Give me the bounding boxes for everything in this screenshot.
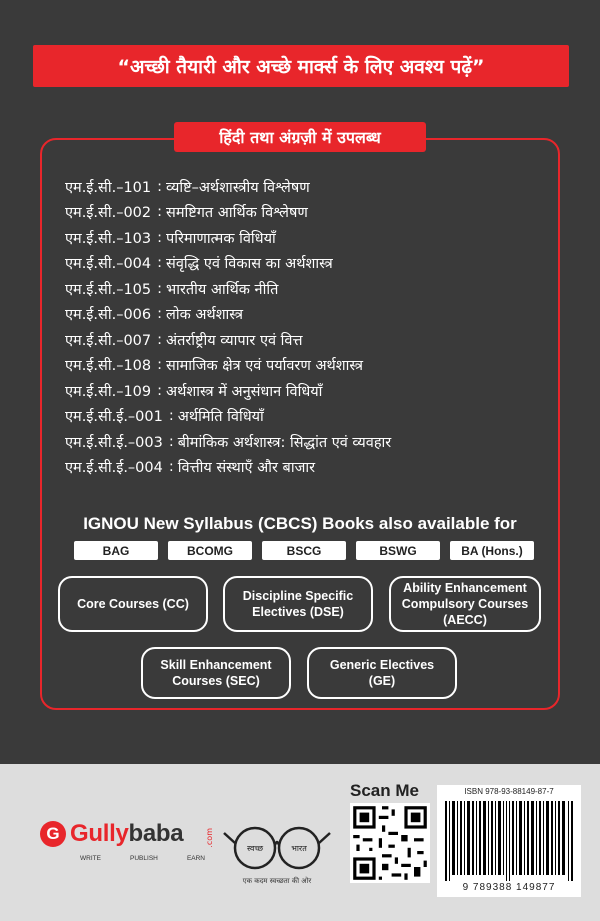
course-code: एम.ई.सी.–007 [65,332,152,349]
barcode-bars [443,801,575,881]
course-type-sec: Skill Enhancement Courses (SEC) [141,647,291,699]
program-tags [74,541,534,560]
gullybaba-logo [40,820,214,848]
course-item: एम.ई.सी.ई.–003 : बीमांकिक अर्थशास्त्र: सिद्धांत एवं व्यवहार [65,433,392,451]
course-code: एम.ई.सी.–004 [65,256,152,273]
course-title: अंतर्राष्ट्रीय व्यापार एवं वित्त [166,332,303,349]
course-item: एम.ई.सी.–109 : अर्थशास्त्र में अनुसंधान विधियाँ [65,382,323,400]
course-code: एम.ई.सी.–002 [65,205,152,222]
program-tag: BSWG [356,541,440,560]
course-item: एम.ई.सी.–105 : भारतीय आर्थिक नीति [65,280,279,298]
scan-me-label: Scan Me [350,781,419,800]
barcode-number: 9 789388 149877 [462,882,556,893]
course-item: एम.ई.सी.–007 : अंतर्राष्ट्रीय व्यापार एवं वित्त [65,331,303,349]
course-code: एम.ई.सी.–101 [65,179,152,196]
course-title: समष्टिगत आर्थिक विश्लेषण [166,205,308,222]
course-item: एम.ई.सी.–108 : सामाजिक क्षेत्र एवं पर्यावरण अर्थशास्त्र [65,357,364,375]
course-title: वित्तीय संस्थाएँ और बाजार [177,460,316,477]
course-code: एम.ई.सी.–105 [65,281,152,298]
course-code: एम.ई.सी.ई.–003 [65,434,163,451]
course-title: व्यष्टि–अर्थशास्त्रीय विश्लेषण [166,179,310,196]
course-title: अर्थमिति विधियाँ [177,409,264,426]
course-item: एम.ई.सी.–103 : परिमाणात्मक विधियाँ [65,229,276,247]
program-tag: BCOMG [168,541,252,560]
logo-domain: .com [205,828,214,848]
course-item: एम.ई.सी.–004 : संवृद्धि एवं विकास का अर्थशास्त्र [65,255,333,273]
course-title: अर्थशास्त्र में अनुसंधान विधियाँ [166,383,323,400]
course-type-ge: Generic Electives (GE) [307,647,457,699]
course-title: लोक अर्थशास्त्र [166,307,243,324]
course-title: परिमाणात्मक विधियाँ [166,230,276,247]
course-type-cc: Core Courses (CC) [58,576,208,632]
course-code: एम.ई.सी.–103 [65,230,152,247]
syllabus-title: IGNOU New Syllabus (CBCS) Books also available for [83,514,517,533]
swachh-slogan: एक कदम स्वच्छता की ओर [242,877,312,885]
swachh-right-text: भारत [291,844,307,853]
course-title: भारतीय आर्थिक नीति [166,281,279,298]
course-item: एम.ई.सी.–101 : व्यष्टि–अर्थशास्त्रीय विश्लेषण [65,178,310,196]
course-type-dse: Discipline Specific Electives (DSE) [223,576,373,632]
program-tag: BA (Hons.) [450,541,534,560]
course-item: एम.ई.सी.–002 : समष्टिगत आर्थिक विश्लेषण [65,204,308,222]
course-item: एम.ई.सी.–006 : लोक अर्थशास्त्र [65,306,243,324]
swachh-left-text: स्वच्छ [246,844,264,853]
course-title: सामाजिक क्षेत्र एवं पर्यावरण अर्थशास्त्र [166,358,364,375]
program-tag: BSCG [262,541,346,560]
logo-g-icon: G [40,821,66,847]
course-code: एम.ई.सी.–108 [65,358,152,375]
course-title: संवृद्धि एवं विकास का अर्थशास्त्र [166,256,333,273]
swachh-bharat-glasses-icon [222,815,332,875]
qr-code [350,803,430,883]
course-title: बीमांकिक अर्थशास्त्र: सिद्धांत एवं व्यवहार [177,434,392,451]
course-code: एम.ई.सी.–006 [65,307,152,324]
program-tag: BAG [74,541,158,560]
course-item: एम.ई.सी.ई.–004 : वित्तीय संस्थाएँ और बाजार [65,459,316,477]
logo-text-baba: baba [128,820,184,847]
tagline-banner: “अच्छी तैयारी और अच्छे मार्क्स के लिए अवश्य पढ़ें” [33,45,569,87]
course-code: एम.ई.सी.–109 [65,383,152,400]
course-code: एम.ई.सी.ई.–004 [65,460,163,477]
available-languages-label: हिंदी तथा अंग्रज़ी में उपलब्ध [174,122,426,152]
logo-text-gully: Gully [70,820,129,847]
course-type-aecc: Ability Enhancement Compulsory Courses (AECC) [389,576,541,632]
course-code: एम.ई.सी.ई.–001 [65,409,163,426]
course-item: एम.ई.सी.ई.–001 : अर्थमिति विधियाँ [65,408,264,426]
isbn-barcode [437,785,581,897]
course-list [65,174,545,480]
publisher-tagline: WRITE PUBLISH EARN [80,855,205,862]
isbn-label: ISBN 978-93-88149-87-7 [464,787,554,796]
